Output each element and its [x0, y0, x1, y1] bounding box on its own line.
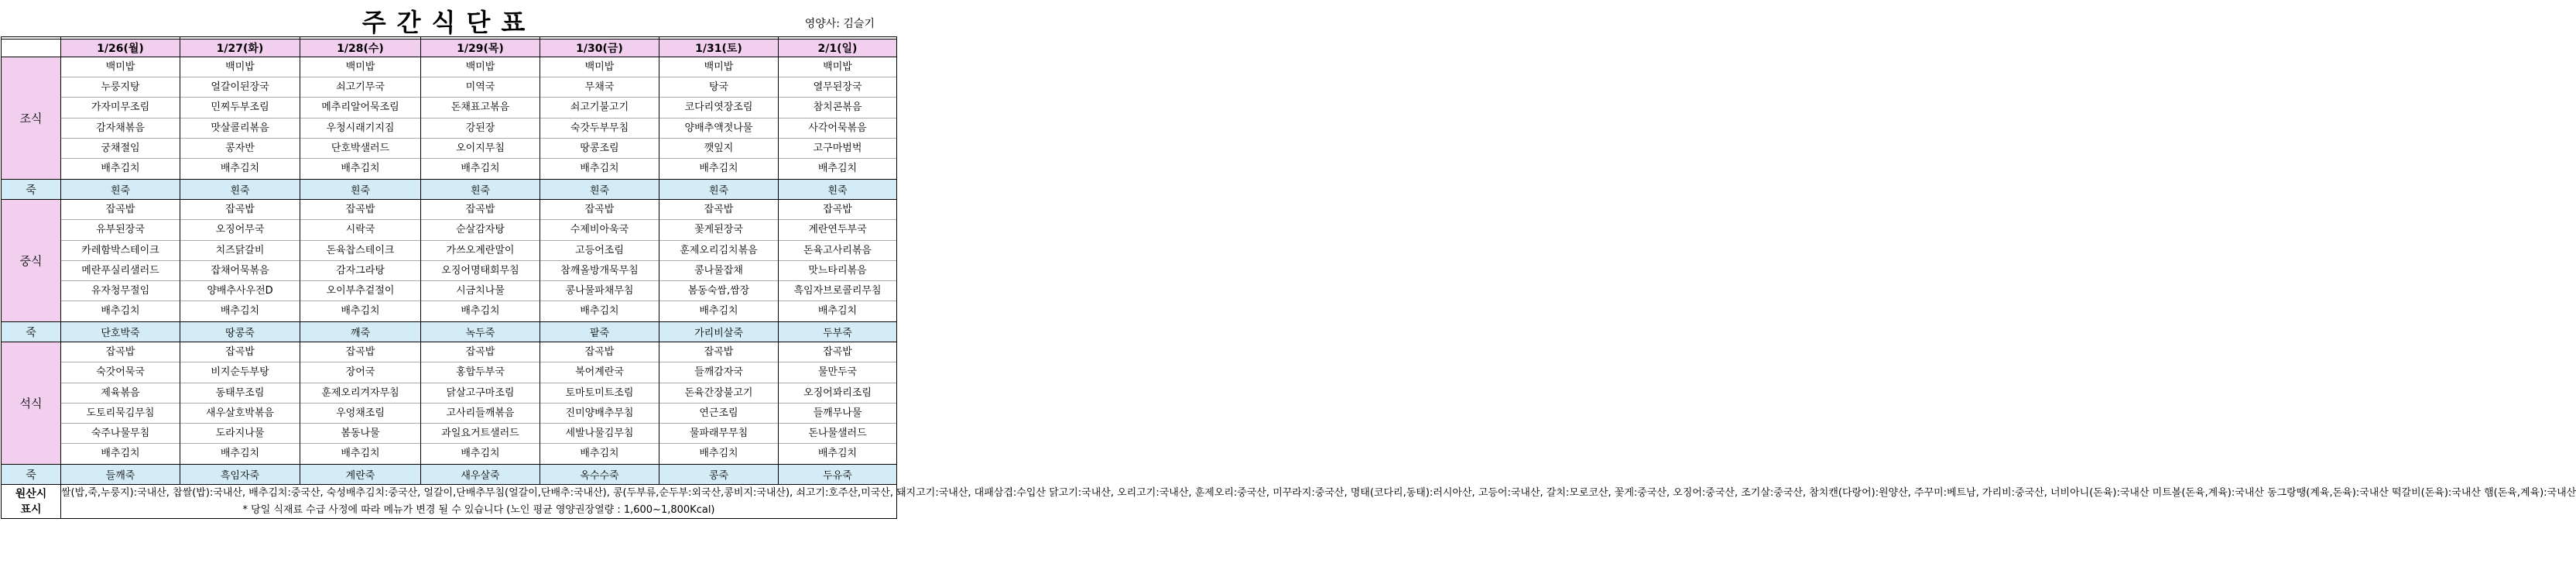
- menu-item: 잡곡밥: [61, 200, 180, 220]
- day-menu-cell: [779, 57, 897, 180]
- menu-change-note: * 당일 식재료 수급 사정에 따라 메뉴가 변경 될 수 있습니다 (노인 평균 영양권장열량 : 1,600~1,800Kcal): [242, 503, 715, 516]
- menu-item: 유자청무절임: [61, 281, 180, 301]
- menu-item: 배추김치: [341, 162, 380, 174]
- menu-item: 장어국: [300, 362, 420, 383]
- menu-item: 백미밥: [421, 57, 540, 77]
- menu-item: 계란연두부국: [779, 220, 896, 240]
- meal-label-dinner: 석식: [2, 342, 61, 465]
- menu-item: 우엉채조림: [300, 404, 420, 424]
- menu-item: 도라지나물: [180, 424, 300, 444]
- jook-item: 땅콩죽: [180, 322, 300, 342]
- menu-item: 세발나물김무침: [540, 424, 659, 444]
- menu-item: 누룽지탕: [61, 77, 180, 98]
- menu-item: 참치콘볶음: [779, 98, 896, 118]
- day-menu-cell: [421, 57, 540, 180]
- menu-item: 순살감자탕: [421, 220, 540, 240]
- menu-item: 배추김치: [461, 305, 500, 318]
- menu-item: 배추김치: [580, 162, 619, 174]
- menu-item: 배추김치: [341, 448, 380, 460]
- menu-item: 오징어꽈리조림: [779, 383, 896, 404]
- menu-item: 연근조림: [659, 404, 778, 424]
- menu-item: 가쓰오계란말이: [421, 241, 540, 261]
- jook-item: 흰죽: [779, 180, 897, 200]
- menu-item: 백미밥: [300, 57, 420, 77]
- dinner-jook-row: [2, 465, 897, 485]
- jook-item: 흰죽: [61, 180, 180, 200]
- menu-item: 북어계란국: [540, 362, 659, 383]
- day-menu-cell: [540, 200, 659, 322]
- menu-item: 잡곡밥: [300, 200, 420, 220]
- menu-item: 코다리엿장조림: [659, 98, 778, 118]
- menu-item: 돈육고사리볶음: [779, 241, 896, 261]
- menu-item: 콩나물잡채: [659, 261, 778, 281]
- menu-item: 카레함박스테이크: [61, 241, 180, 261]
- lunch-jook-row: [2, 322, 897, 342]
- day-menu-cell: [540, 57, 659, 180]
- origin-text-cell: [61, 485, 2576, 519]
- menu-item: 탕국: [659, 77, 778, 98]
- menu-item: 배추김치: [341, 305, 380, 318]
- date-header-row: [2, 39, 897, 57]
- menu-item: 무채국: [540, 77, 659, 98]
- menu-item: 땅콩조림: [540, 139, 659, 159]
- menu-item: 배추김치: [220, 305, 260, 318]
- jook-item: 녹두죽: [421, 322, 540, 342]
- menu-item: 배추김치: [220, 162, 260, 174]
- breakfast-jook-row: [2, 180, 897, 200]
- jook-item: 흰죽: [300, 180, 421, 200]
- menu-item: 도토리묵김무침: [61, 404, 180, 424]
- jook-label: 죽: [2, 322, 61, 342]
- menu-item: 돈채표고볶음: [421, 98, 540, 118]
- day-header: 2/1(일): [779, 39, 897, 57]
- menu-item: 콩나물파채무침: [540, 281, 659, 301]
- menu-item: 잡곡밥: [540, 342, 659, 362]
- menu-item: 들깨무나물: [779, 404, 896, 424]
- day-menu-cell: [180, 342, 300, 465]
- day-menu-cell: [779, 342, 897, 465]
- menu-item: 들깨감자국: [659, 362, 778, 383]
- menu-item: 토마토미트조림: [540, 383, 659, 404]
- jook-item: 흰죽: [659, 180, 779, 200]
- menu-item: 맛살콜리볶음: [180, 118, 300, 139]
- menu-item: 고등어조림: [540, 241, 659, 261]
- jook-item: 두부죽: [779, 322, 897, 342]
- jook-item: 가리비살죽: [659, 322, 779, 342]
- menu-item: 가자미무조림: [61, 98, 180, 118]
- day-menu-cell: [659, 200, 779, 322]
- jook-item: 팥죽: [540, 322, 659, 342]
- origin-text: 쌀(밥,죽,누룽지):국내산, 찹쌀(밥):국내산, 배추김치:중국산, 숙성배추김치:중국산, 얼갈이,단배추무침(얼갈이,단배추:국내산), 콩(두부류,순두부:외국산,콩비지:국내산), 쇠고기:호주산,미국산, 돼지고기:국내산, 대패삼겹:수입산 닭고기:국내산, 오리고기:국내산, 훈제오리:중국산, 미꾸라지:중국산, 명태(코다리,동태):러시아산, 고등어:국내산, 갈치:모로코산, 꽃게:중국산, 오징어:중국산, 조기살:중국산, 참치캔(다랑어):원양산, 주꾸미:베트남, 가리비:중국산, 너비아니(돈육):국내산 미트볼(돈육,계육):국내산 동그랑땡(계육,돈육):국내산 떡갈비(돈육):국내산 햄(돈육,계육):국내산: [61, 487, 2576, 500]
- jook-item: 흰죽: [180, 180, 300, 200]
- menu-item: 배추김치: [699, 162, 738, 174]
- jook-item: 깨죽: [300, 322, 421, 342]
- menu-item: 잡곡밥: [421, 342, 540, 362]
- day-menu-cell: [659, 342, 779, 465]
- menu-item: 진미양배추무침: [540, 404, 659, 424]
- menu-item: 감자채볶음: [61, 118, 180, 139]
- menu-item: 물파래무무침: [659, 424, 778, 444]
- menu-item: 궁채절임: [61, 139, 180, 159]
- menu-item: 메추리알어묵조림: [300, 98, 420, 118]
- menu-item: 홍합두부국: [421, 362, 540, 383]
- menu-item: 오징어명태회무침: [421, 261, 540, 281]
- day-menu-cell: [779, 200, 897, 322]
- menu-item: 깻잎지: [659, 139, 778, 159]
- menu-item: 물만두국: [779, 362, 896, 383]
- menu-item: 배추김치: [817, 448, 858, 460]
- menu-item: 콩자반: [180, 139, 300, 159]
- menu-item: 고사리들깨볶음: [421, 404, 540, 424]
- menu-item: 돈육간장불고기: [659, 383, 778, 404]
- menu-item: 배추김치: [461, 162, 500, 174]
- menu-item: 배추김치: [580, 448, 619, 460]
- menu-item: 백미밥: [659, 57, 778, 77]
- menu-item: 강된장: [421, 118, 540, 139]
- menu-item: 고구마범벅: [779, 139, 896, 159]
- menu-item: 잡곡밥: [779, 200, 896, 220]
- title-bar: [0, 0, 898, 36]
- menu-item: 양배추사우전D: [180, 281, 300, 301]
- menu-item: 시락국: [300, 220, 420, 240]
- day-header: 1/30(금): [540, 39, 659, 57]
- day-menu-cell: [180, 200, 300, 322]
- menu-item: 유부된장국: [61, 220, 180, 240]
- jook-item: 새우살죽: [421, 465, 540, 485]
- menu-item: 미역국: [421, 77, 540, 98]
- menu-item: 동태무조림: [180, 383, 300, 404]
- menu-item: 훈제오리겨자무침: [300, 383, 420, 404]
- jook-item: 들깨죽: [61, 465, 180, 485]
- day-header: 1/29(목): [421, 39, 540, 57]
- page-title: 주간식단표: [361, 8, 536, 37]
- menu-item: 배추김치: [101, 305, 140, 318]
- jook-label: 죽: [2, 180, 61, 200]
- day-menu-cell: [61, 57, 180, 180]
- jook-item: 단호박죽: [61, 322, 180, 342]
- menu-item: 제육볶음: [61, 383, 180, 404]
- menu-item: 봄동나물: [300, 424, 420, 444]
- menu-item: 쇠고기불고기: [540, 98, 659, 118]
- day-menu-cell: [180, 57, 300, 180]
- menu-item: 잡곡밥: [300, 342, 420, 362]
- menu-item: 돈나물샐러드: [779, 424, 896, 444]
- jook-item: 계란죽: [300, 465, 421, 485]
- jook-item: 두유죽: [779, 465, 897, 485]
- day-header: 1/28(수): [300, 39, 421, 57]
- menu-item: 단호박샐러드: [300, 139, 420, 159]
- menu-item: 사각어묵볶음: [779, 118, 896, 139]
- day-menu-cell: [300, 200, 421, 322]
- dietitian-label: 영양사: 김슬기: [804, 18, 875, 30]
- menu-item: 배추김치: [461, 448, 500, 460]
- menu-item: 비지순두부탕: [180, 362, 300, 383]
- day-header: 1/27(화): [180, 39, 300, 57]
- menu-item: 쇠고기무국: [300, 77, 420, 98]
- menu-item: 훈제오리김치볶음: [659, 241, 778, 261]
- menu-item: 감자그라탕: [300, 261, 420, 281]
- day-menu-cell: [61, 200, 180, 322]
- menu-item: 숙주나물무침: [61, 424, 180, 444]
- menu-item: 배추김치: [817, 162, 858, 174]
- day-header: 1/26(월): [61, 39, 180, 57]
- menu-item: 배추김치: [101, 162, 140, 174]
- menu-item: 새우살호박볶음: [180, 404, 300, 424]
- jook-item: 콩죽: [659, 465, 779, 485]
- menu-item: 돈육찹스테이크: [300, 241, 420, 261]
- day-menu-cell: [540, 342, 659, 465]
- day-menu-cell: [61, 342, 180, 465]
- menu-item: 잡곡밥: [659, 342, 778, 362]
- jook-item: 흰죽: [421, 180, 540, 200]
- menu-item: 닭살고구마조림: [421, 383, 540, 404]
- menu-item: 배추김치: [580, 305, 619, 318]
- menu-item: 메란푸실리샐러드: [61, 261, 180, 281]
- header-corner: [2, 39, 61, 57]
- meal-label-lunch: 중식: [2, 200, 61, 322]
- jook-item: 흰죽: [540, 180, 659, 200]
- day-menu-cell: [300, 57, 421, 180]
- jook-item: 흑임자죽: [180, 465, 300, 485]
- menu-item: 우청시래기지짐: [300, 118, 420, 139]
- menu-item: 오징어무국: [180, 220, 300, 240]
- menu-item: 시금치나물: [421, 281, 540, 301]
- menu-item: 오이지무침: [421, 139, 540, 159]
- menu-item: 배추김치: [699, 305, 738, 318]
- menu-item: 양배추액젓나물: [659, 118, 778, 139]
- menu-item: 숙갓두부무침: [540, 118, 659, 139]
- weekly-menu-table: [1, 36, 2576, 519]
- menu-item: 오이부추겉절이: [300, 281, 420, 301]
- menu-item: 백미밥: [779, 57, 896, 77]
- menu-item: 참깨올방개묵무침: [540, 261, 659, 281]
- day-menu-cell: [421, 342, 540, 465]
- menu-item: 백미밥: [180, 57, 300, 77]
- jook-item: 옥수수죽: [540, 465, 659, 485]
- menu-item: 잡곡밥: [180, 342, 300, 362]
- menu-item: 민찌두부조림: [180, 98, 300, 118]
- menu-item: 얼갈이된장국: [180, 77, 300, 98]
- menu-item: 잡곡밥: [540, 200, 659, 220]
- menu-item: 배추김치: [699, 448, 738, 460]
- menu-item: 배추김치: [817, 305, 858, 318]
- day-menu-cell: [300, 342, 421, 465]
- day-menu-cell: [421, 200, 540, 322]
- menu-item: 잡곡밥: [61, 342, 180, 362]
- menu-item: 수제비아욱국: [540, 220, 659, 240]
- day-menu-cell: [659, 57, 779, 180]
- origin-row: [2, 485, 897, 519]
- menu-item: 백미밥: [61, 57, 180, 77]
- menu-item: 배추김치: [101, 448, 140, 460]
- menu-item: 흑임자브로콜리무침: [779, 281, 896, 301]
- day-header: 1/31(토): [659, 39, 779, 57]
- menu-item: 잡곡밥: [659, 200, 778, 220]
- menu-item: 과일요거트샐러드: [421, 424, 540, 444]
- lunch-row: [2, 200, 897, 322]
- menu-item: 숙갓어묵국: [61, 362, 180, 383]
- jook-label: 죽: [2, 465, 61, 485]
- dinner-row: [2, 342, 897, 465]
- meal-label-breakfast: 조식: [2, 57, 61, 180]
- menu-item: 배추김치: [220, 448, 260, 460]
- menu-item: 잡곡밥: [180, 200, 300, 220]
- menu-item: 맛느타리볶음: [779, 261, 896, 281]
- menu-item: 잡곡밥: [779, 342, 896, 362]
- menu-item: 열무된장국: [779, 77, 896, 98]
- menu-item: 잡채어묵볶음: [180, 261, 300, 281]
- origin-label: 원산시 표시: [2, 485, 61, 519]
- menu-item: 치즈닭갈비: [180, 241, 300, 261]
- menu-item: 봄동숙쌈,쌈장: [659, 281, 778, 301]
- breakfast-row: [2, 57, 897, 180]
- menu-item: 꽃게된장국: [659, 220, 778, 240]
- menu-item: 잡곡밥: [421, 200, 540, 220]
- menu-item: 백미밥: [540, 57, 659, 77]
